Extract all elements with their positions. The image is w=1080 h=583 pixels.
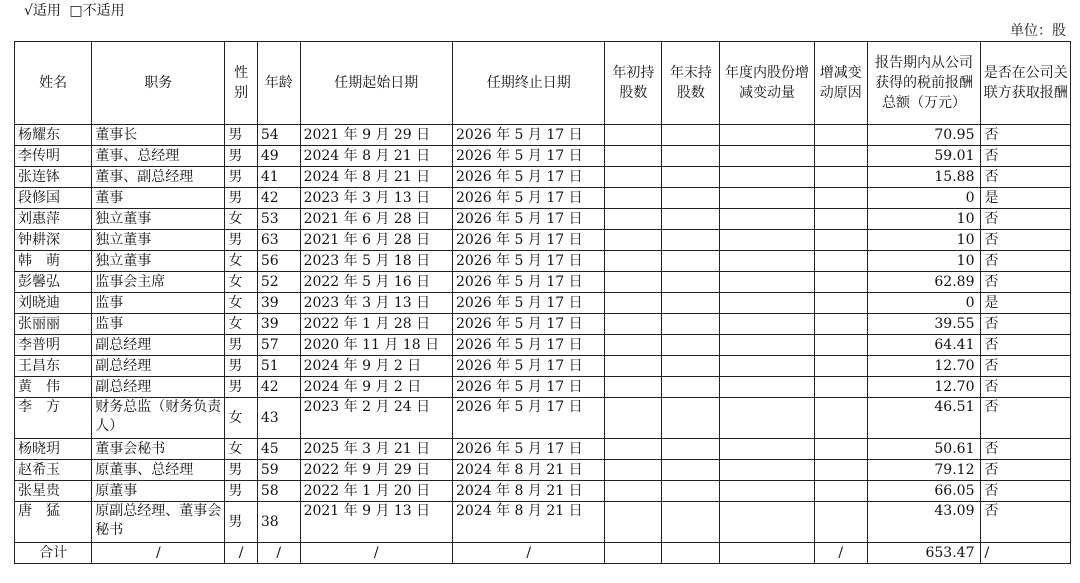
header-start-date: 任期起始日期 [300, 42, 452, 125]
compensation-cell: 0 [867, 188, 981, 209]
shares-begin-cell [605, 272, 662, 293]
position-cell: 董事、副总经理 [92, 167, 225, 188]
related-comp-cell: 否 [981, 502, 1071, 543]
name-cell: 唐 猛 [15, 502, 92, 543]
compensation-cell: 39.55 [867, 314, 981, 335]
table-row [15, 502, 1071, 543]
header-gender: 性别 [225, 42, 258, 125]
related-comp-cell: 否 [981, 398, 1071, 439]
change-reason-cell [814, 356, 867, 377]
name-cell: 韩 萌 [15, 251, 92, 272]
end-date-cell: 2026 年 5 月 17 日 [453, 146, 605, 167]
shares-begin-cell [605, 188, 662, 209]
compensation-cell: 50.61 [867, 439, 981, 460]
total-position-cell: / [92, 543, 225, 564]
gender-cell: 男 [225, 356, 258, 377]
name-cell: 杨耀东 [15, 125, 92, 146]
table-header-row [15, 42, 1071, 125]
end-date-cell: 2026 年 5 月 17 日 [453, 167, 605, 188]
table-row [15, 460, 1071, 481]
start-date-cell: 2021 年 6 月 28 日 [300, 230, 452, 251]
shares-change-cell [720, 356, 815, 377]
related-comp-cell: 否 [981, 125, 1071, 146]
shares-end-cell [662, 293, 720, 314]
shares-change-cell [720, 209, 815, 230]
shares-end-cell [662, 125, 720, 146]
table-row [15, 209, 1071, 230]
start-date-cell: 2023 年 2 月 24 日 [300, 398, 452, 439]
name-cell: 王昌东 [15, 356, 92, 377]
shares-end-cell [662, 377, 720, 398]
position-cell: 独立董事 [92, 209, 225, 230]
start-date-cell: 2024 年 8 月 21 日 [300, 167, 452, 188]
compensation-cell: 79.12 [867, 460, 981, 481]
start-date-cell: 2020 年 11 月 18 日 [300, 335, 452, 356]
compensation-cell: 10 [867, 251, 981, 272]
name-cell: 刘晓迪 [15, 293, 92, 314]
total-shares-end-cell [662, 543, 720, 564]
shares-end-cell [662, 439, 720, 460]
end-date-cell: 2026 年 5 月 17 日 [453, 293, 605, 314]
shares-begin-cell [605, 314, 662, 335]
header-position: 职务 [92, 42, 225, 125]
table-row [15, 272, 1071, 293]
gender-cell: 女 [225, 272, 258, 293]
change-reason-cell [814, 460, 867, 481]
gender-cell: 女 [225, 251, 258, 272]
gender-cell: 男 [225, 460, 258, 481]
shares-begin-cell [605, 335, 662, 356]
related-comp-cell: 是 [981, 293, 1071, 314]
shares-end-cell [662, 167, 720, 188]
shares-end-cell [662, 251, 720, 272]
end-date-cell: 2026 年 5 月 17 日 [453, 356, 605, 377]
shares-change-cell [720, 314, 815, 335]
shares-begin-cell [605, 125, 662, 146]
start-date-cell: 2023 年 5 月 18 日 [300, 251, 452, 272]
start-date-cell: 2023 年 3 月 13 日 [300, 293, 452, 314]
shares-end-cell [662, 188, 720, 209]
change-reason-cell [814, 272, 867, 293]
age-cell: 57 [257, 335, 300, 356]
compensation-cell: 12.70 [867, 377, 981, 398]
compensation-cell: 12.70 [867, 356, 981, 377]
age-cell: 38 [257, 502, 300, 543]
related-comp-cell: 否 [981, 481, 1071, 502]
name-cell: 黄 伟 [15, 377, 92, 398]
total-shares-begin-cell [605, 543, 662, 564]
end-date-cell: 2026 年 5 月 17 日 [453, 314, 605, 335]
table-row [15, 125, 1071, 146]
age-cell: 39 [257, 314, 300, 335]
position-cell: 董事 [92, 188, 225, 209]
end-date-cell: 2026 年 5 月 17 日 [453, 251, 605, 272]
name-cell: 杨晓玥 [15, 439, 92, 460]
age-cell: 51 [257, 356, 300, 377]
shares-end-cell [662, 356, 720, 377]
end-date-cell: 2026 年 5 月 17 日 [453, 439, 605, 460]
age-cell: 54 [257, 125, 300, 146]
shares-change-cell [720, 167, 815, 188]
related-comp-cell: 是 [981, 188, 1071, 209]
gender-cell: 女 [225, 439, 258, 460]
applicability-options [24, 2, 129, 20]
director-compensation-table [14, 41, 1071, 564]
position-cell: 原董事、总经理 [92, 460, 225, 481]
total-label-cell: 合计 [15, 543, 92, 564]
shares-begin-cell [605, 146, 662, 167]
header-related-comp: 是否在公司关联方获取报酬 [981, 42, 1071, 125]
position-cell: 董事会秘书 [92, 439, 225, 460]
total-end-cell: / [453, 543, 605, 564]
gender-cell: 男 [225, 125, 258, 146]
related-comp-cell: 否 [981, 272, 1071, 293]
table-row [15, 398, 1071, 439]
shares-begin-cell [605, 293, 662, 314]
compensation-cell: 64.41 [867, 335, 981, 356]
change-reason-cell [814, 377, 867, 398]
age-cell: 39 [257, 293, 300, 314]
shares-end-cell [662, 460, 720, 481]
table-row [15, 439, 1071, 460]
end-date-cell: 2026 年 5 月 17 日 [453, 335, 605, 356]
gender-cell: 男 [225, 481, 258, 502]
header-compensation: 报告期内从公司获得的税前报酬总额（万元） [867, 42, 981, 125]
gender-cell: 女 [225, 398, 258, 439]
position-cell: 独立董事 [92, 251, 225, 272]
age-cell: 42 [257, 188, 300, 209]
age-cell: 49 [257, 146, 300, 167]
table-row [15, 167, 1071, 188]
table-row [15, 377, 1071, 398]
related-comp-cell: 否 [981, 335, 1071, 356]
start-date-cell: 2024 年 8 月 21 日 [300, 146, 452, 167]
age-cell: 42 [257, 377, 300, 398]
related-comp-cell: 否 [981, 209, 1071, 230]
shares-change-cell [720, 230, 815, 251]
change-reason-cell [814, 209, 867, 230]
change-reason-cell [814, 502, 867, 543]
change-reason-cell [814, 251, 867, 272]
end-date-cell: 2026 年 5 月 17 日 [453, 125, 605, 146]
name-cell: 李普明 [15, 335, 92, 356]
name-cell: 李传明 [15, 146, 92, 167]
shares-begin-cell [605, 377, 662, 398]
start-date-cell: 2021 年 9 月 29 日 [300, 125, 452, 146]
position-cell: 副总经理 [92, 356, 225, 377]
gender-cell: 男 [225, 377, 258, 398]
shares-begin-cell [605, 251, 662, 272]
table-row [15, 314, 1071, 335]
position-cell: 监事会主席 [92, 272, 225, 293]
total-shares-change-cell [720, 543, 815, 564]
start-date-cell: 2024 年 9 月 2 日 [300, 377, 452, 398]
shares-change-cell [720, 125, 815, 146]
position-cell: 董事长 [92, 125, 225, 146]
related-comp-cell: 否 [981, 460, 1071, 481]
shares-begin-cell [605, 502, 662, 543]
change-reason-cell [814, 335, 867, 356]
related-comp-cell: 否 [981, 251, 1071, 272]
compensation-cell: 0 [867, 293, 981, 314]
table-row [15, 293, 1071, 314]
shares-change-cell [720, 481, 815, 502]
compensation-cell: 66.05 [867, 481, 981, 502]
shares-end-cell [662, 314, 720, 335]
position-cell: 财务总监（财务负责人） [92, 398, 225, 439]
age-cell: 63 [257, 230, 300, 251]
end-date-cell: 2026 年 5 月 17 日 [453, 188, 605, 209]
start-date-cell: 2022 年 1 月 28 日 [300, 314, 452, 335]
shares-change-cell [720, 272, 815, 293]
change-reason-cell [814, 230, 867, 251]
start-date-cell: 2022 年 1 月 20 日 [300, 481, 452, 502]
not-applicable-option: □不适用 [69, 3, 125, 19]
start-date-cell: 2024 年 9 月 2 日 [300, 356, 452, 377]
compensation-cell: 62.89 [867, 272, 981, 293]
total-age-cell: / [257, 543, 300, 564]
gender-cell: 女 [225, 293, 258, 314]
table-row [15, 251, 1071, 272]
change-reason-cell [814, 188, 867, 209]
position-cell: 监事 [92, 314, 225, 335]
change-reason-cell [814, 314, 867, 335]
shares-change-cell [720, 460, 815, 481]
start-date-cell: 2021 年 9 月 13 日 [300, 502, 452, 543]
applicable-option: √适用 [24, 3, 61, 19]
start-date-cell: 2023 年 3 月 13 日 [300, 188, 452, 209]
gender-cell: 男 [225, 230, 258, 251]
header-change-reason: 增减变动原因 [814, 42, 867, 125]
unit-label: 单位：股 [1010, 23, 1066, 39]
age-cell: 58 [257, 481, 300, 502]
position-cell: 原董事 [92, 481, 225, 502]
shares-change-cell [720, 398, 815, 439]
shares-end-cell [662, 146, 720, 167]
age-cell: 41 [257, 167, 300, 188]
position-cell: 监事 [92, 293, 225, 314]
shares-change-cell [720, 439, 815, 460]
table-row [15, 146, 1071, 167]
total-related-cell: / [981, 543, 1071, 564]
end-date-cell: 2026 年 5 月 17 日 [453, 272, 605, 293]
shares-change-cell [720, 293, 815, 314]
change-reason-cell [814, 146, 867, 167]
related-comp-cell: 否 [981, 167, 1071, 188]
start-date-cell: 2022 年 9 月 29 日 [300, 460, 452, 481]
change-reason-cell [814, 293, 867, 314]
name-cell: 张连钵 [15, 167, 92, 188]
header-age: 年龄 [257, 42, 300, 125]
start-date-cell: 2021 年 6 月 28 日 [300, 209, 452, 230]
change-reason-cell [814, 398, 867, 439]
change-reason-cell [814, 439, 867, 460]
shares-begin-cell [605, 439, 662, 460]
compensation-cell: 59.01 [867, 146, 981, 167]
shares-begin-cell [605, 356, 662, 377]
total-gender-cell: / [225, 543, 258, 564]
shares-begin-cell [605, 398, 662, 439]
shares-begin-cell [605, 209, 662, 230]
end-date-cell: 2026 年 5 月 17 日 [453, 377, 605, 398]
header-shares-end: 年末持股数 [662, 42, 720, 125]
compensation-cell: 43.09 [867, 502, 981, 543]
gender-cell: 女 [225, 209, 258, 230]
shares-begin-cell [605, 460, 662, 481]
age-cell: 59 [257, 460, 300, 481]
end-date-cell: 2026 年 5 月 17 日 [453, 209, 605, 230]
shares-change-cell [720, 377, 815, 398]
gender-cell: 男 [225, 167, 258, 188]
age-cell: 56 [257, 251, 300, 272]
age-cell: 43 [257, 398, 300, 439]
name-cell: 刘惠萍 [15, 209, 92, 230]
position-cell: 原副总经理、董事会秘书 [92, 502, 225, 543]
name-cell: 钟耕深 [15, 230, 92, 251]
header-name: 姓名 [15, 42, 92, 125]
table-row [15, 188, 1071, 209]
related-comp-cell: 否 [981, 377, 1071, 398]
compensation-cell: 70.95 [867, 125, 981, 146]
gender-cell: 女 [225, 314, 258, 335]
end-date-cell: 2024 年 8 月 21 日 [453, 460, 605, 481]
shares-end-cell [662, 230, 720, 251]
age-cell: 53 [257, 209, 300, 230]
position-cell: 董事、总经理 [92, 146, 225, 167]
gender-cell: 男 [225, 146, 258, 167]
shares-change-cell [720, 251, 815, 272]
end-date-cell: 2024 年 8 月 21 日 [453, 481, 605, 502]
related-comp-cell: 否 [981, 314, 1071, 335]
shares-change-cell [720, 335, 815, 356]
shares-change-cell [720, 146, 815, 167]
shares-begin-cell [605, 167, 662, 188]
related-comp-cell: 否 [981, 439, 1071, 460]
end-date-cell: 2026 年 5 月 17 日 [453, 230, 605, 251]
shares-begin-cell [605, 230, 662, 251]
table-row [15, 481, 1071, 502]
compensation-cell: 46.51 [867, 398, 981, 439]
position-cell: 副总经理 [92, 335, 225, 356]
start-date-cell: 2022 年 5 月 16 日 [300, 272, 452, 293]
related-comp-cell: 否 [981, 146, 1071, 167]
start-date-cell: 2025 年 3 月 21 日 [300, 439, 452, 460]
name-cell: 赵希玉 [15, 460, 92, 481]
position-cell: 副总经理 [92, 377, 225, 398]
gender-cell: 男 [225, 188, 258, 209]
shares-end-cell [662, 272, 720, 293]
change-reason-cell [814, 481, 867, 502]
related-comp-cell: 否 [981, 356, 1071, 377]
gender-cell: 男 [225, 502, 258, 543]
age-cell: 45 [257, 439, 300, 460]
end-date-cell: 2026 年 5 月 17 日 [453, 398, 605, 439]
shares-change-cell [720, 502, 815, 543]
name-cell: 彭馨弘 [15, 272, 92, 293]
compensation-cell: 10 [867, 209, 981, 230]
change-reason-cell [814, 167, 867, 188]
position-cell: 独立董事 [92, 230, 225, 251]
compensation-cell: 10 [867, 230, 981, 251]
related-comp-cell: 否 [981, 230, 1071, 251]
total-compensation-cell: 653.47 [867, 543, 981, 564]
shares-end-cell [662, 335, 720, 356]
header-end-date: 任期终止日期 [453, 42, 605, 125]
total-row [15, 543, 1071, 564]
shares-begin-cell [605, 481, 662, 502]
table-row [15, 335, 1071, 356]
shares-change-cell [720, 188, 815, 209]
compensation-cell: 15.88 [867, 167, 981, 188]
age-cell: 52 [257, 272, 300, 293]
table-row [15, 230, 1071, 251]
end-date-cell: 2024 年 8 月 21 日 [453, 502, 605, 543]
change-reason-cell [814, 125, 867, 146]
shares-end-cell [662, 398, 720, 439]
total-reason-cell: / [814, 543, 867, 564]
name-cell: 段修国 [15, 188, 92, 209]
name-cell: 李 方 [15, 398, 92, 439]
gender-cell: 男 [225, 335, 258, 356]
total-start-cell: / [300, 543, 452, 564]
table-row [15, 356, 1071, 377]
shares-end-cell [662, 209, 720, 230]
header-shares-begin: 年初持股数 [605, 42, 662, 125]
shares-end-cell [662, 502, 720, 543]
name-cell: 张星贵 [15, 481, 92, 502]
name-cell: 张丽丽 [15, 314, 92, 335]
shares-end-cell [662, 481, 720, 502]
header-shares-change: 年度内股份增减变动量 [720, 42, 815, 125]
